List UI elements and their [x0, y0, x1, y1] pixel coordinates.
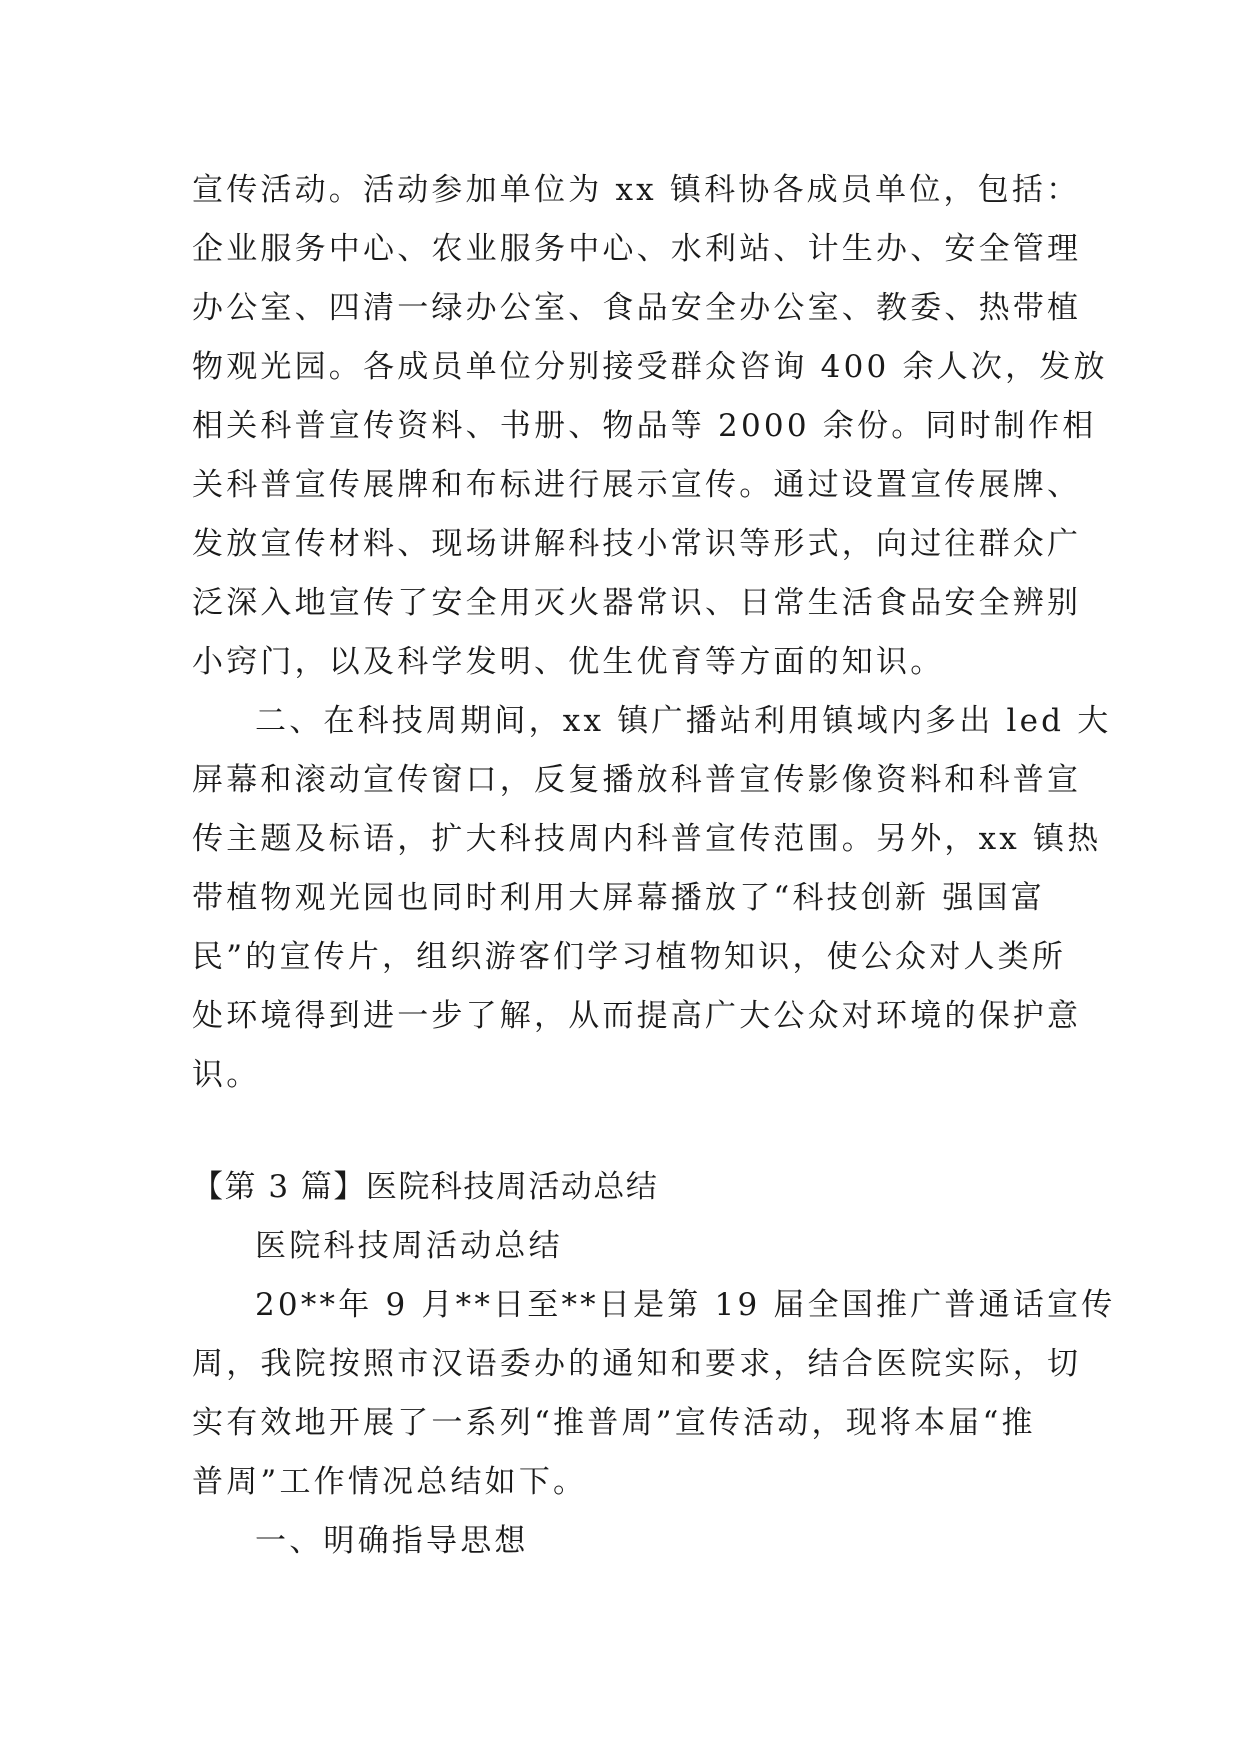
- paragraph-line: 相关科普宣传资料、书册、物品等 2000 余份。同时制作相: [192, 408, 1097, 444]
- paragraph-line: 识。: [192, 1057, 261, 1093]
- paragraph-line: 带植物观光园也同时利用大屏幕播放了“科技创新 强国富: [192, 880, 1045, 916]
- paragraph-line: 办公室、四清一绿办公室、食品安全办公室、教委、热带植: [192, 290, 1082, 326]
- paragraph-line: 处环境得到进一步了解，从而提高广大公众对环境的保护意: [192, 998, 1082, 1034]
- section-title: 医院科技周活动总结: [255, 1228, 563, 1264]
- paragraph-line: 物观光园。各成员单位分别接受群众咨询 400 余人次，发放: [192, 349, 1108, 385]
- paragraph-line: 实有效地开展了一系列“推普周”宣传活动，现将本届“推: [192, 1405, 1036, 1441]
- paragraph-line: 20**年 9 月**日至**日是第 19 届全国推广普通话宣传: [255, 1287, 1116, 1323]
- paragraph-line: 屏幕和滚动宣传窗口，反复播放科普宣传影像资料和科普宣: [192, 762, 1082, 798]
- paragraph-line: 小窍门，以及科学发明、优生优育等方面的知识。: [192, 644, 945, 680]
- subheading-line: 一、明确指导思想: [255, 1523, 529, 1559]
- paragraph-line: 二、在科技周期间，xx 镇广播站利用镇域内多出 led 大: [255, 703, 1112, 739]
- paragraph-line: 发放宣传材料、现场讲解科技小常识等形式，向过往群众广: [192, 526, 1082, 562]
- section-heading: 【第 3 篇】医院科技周活动总结: [192, 1169, 659, 1205]
- paragraph-line: 宣传活动。活动参加单位为 xx 镇科协各成员单位，包括：: [192, 172, 1081, 208]
- paragraph-line: 企业服务中心、农业服务中心、水利站、计生办、安全管理: [192, 231, 1082, 267]
- paragraph-line: 周，我院按照市汉语委办的通知和要求，结合医院实际，切: [192, 1346, 1082, 1382]
- paragraph-line: 普周”工作情况总结如下。: [192, 1464, 588, 1500]
- paragraph-line: 关科普宣传展牌和布标进行展示宣传。通过设置宣传展牌、: [192, 467, 1082, 503]
- paragraph-line: 民”的宣传片，组织游客们学习植物知识，使公众对人类所: [192, 939, 1067, 975]
- paragraph-line: 泛深入地宣传了安全用灭火器常识、日常生活食品安全辨别: [192, 585, 1082, 621]
- paragraph-line: 传主题及标语，扩大科技周内科普宣传范围。另外，xx 镇热: [192, 821, 1102, 857]
